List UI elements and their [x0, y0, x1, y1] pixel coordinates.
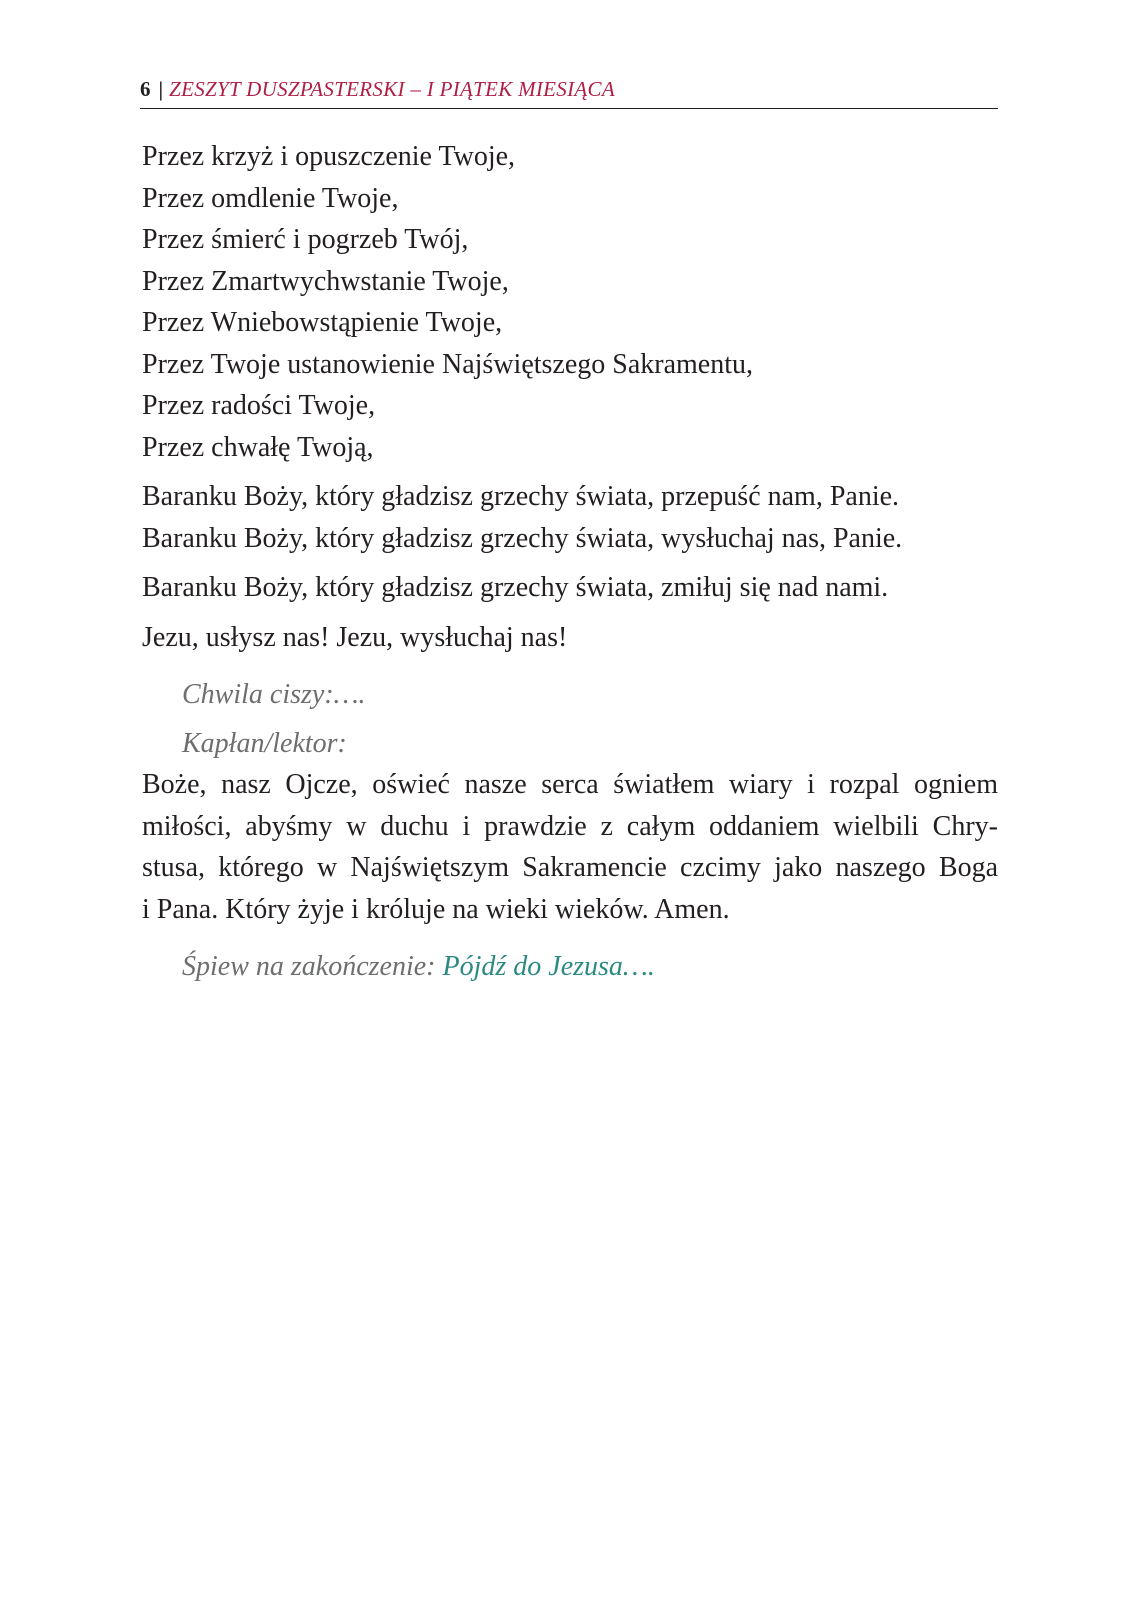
- header-title: ZESZYT DUSZPASTERSKI – I PIĄTEK MIESIĄCA: [169, 77, 615, 101]
- running-header: [140, 76, 998, 109]
- litany-block: [142, 136, 998, 468]
- closing-song-title: Pójdź do Jezusa….: [442, 951, 655, 982]
- litany-line: Przez omdlenie Twoje,: [142, 182, 399, 214]
- litany-line: Przez Twoje ustanowienie Najświętszego Sakramentu,: [142, 348, 754, 380]
- prayer-line: miłości, abyśmy w duchu i prawdzie z całym oddaniem wielbili Chry-: [142, 810, 998, 842]
- closing-song-rubric: [142, 946, 998, 988]
- litany-line: Przez Wniebowstąpienie Twoje,: [142, 307, 503, 338]
- prayer-line: stusa, którego w Najświętszym Sakramencie czcimy jako naszego Boga: [142, 852, 998, 883]
- litany-line: Przez radości Twoje,: [142, 390, 376, 421]
- closing-song-label: Śpiew na zakończenie:: [182, 951, 443, 982]
- prayer-line: Boże, nasz Ojcze, oświeć nasze serca światłem wiary i rozpal ogniem: [142, 769, 998, 800]
- page-content: [142, 136, 998, 988]
- closing-prayer: [142, 764, 998, 930]
- closing-call: Jezu, usłysz nas! Jezu, wysłuchaj nas!: [142, 621, 568, 653]
- agnus-dei-block: [142, 476, 998, 609]
- agnus-dei-line: Baranku Boży, który gładzisz grzechy świata, wysłuchaj nas, Panie.: [142, 522, 903, 554]
- litany-line: Przez śmierć i pogrzeb Twój,: [142, 224, 469, 255]
- agnus-dei-line: Baranku Boży, który gładzisz grzechy świata, zmiłuj się nad nami.: [142, 572, 889, 603]
- header-separator: |: [158, 77, 164, 101]
- litany-line: Przez krzyż i opuszczenie Twoje,: [142, 141, 516, 172]
- prayer-line: i Pana. Który żyje i króluje na wieki wieków. Amen.: [142, 893, 730, 925]
- page-number: 6: [140, 77, 151, 101]
- litany-line: Przez chwałę Twoją,: [142, 431, 374, 463]
- litany-line: Przez Zmartwychwstanie Twoje,: [142, 265, 509, 297]
- rubric-silence: Chwila ciszy:….: [182, 679, 366, 710]
- running-header-text: [140, 76, 615, 102]
- agnus-dei-line: Baranku Boży, który gładzisz grzechy świata, przepuść nam, Panie.: [142, 481, 900, 512]
- rubric-speaker: Kapłan/lektor:: [182, 727, 347, 759]
